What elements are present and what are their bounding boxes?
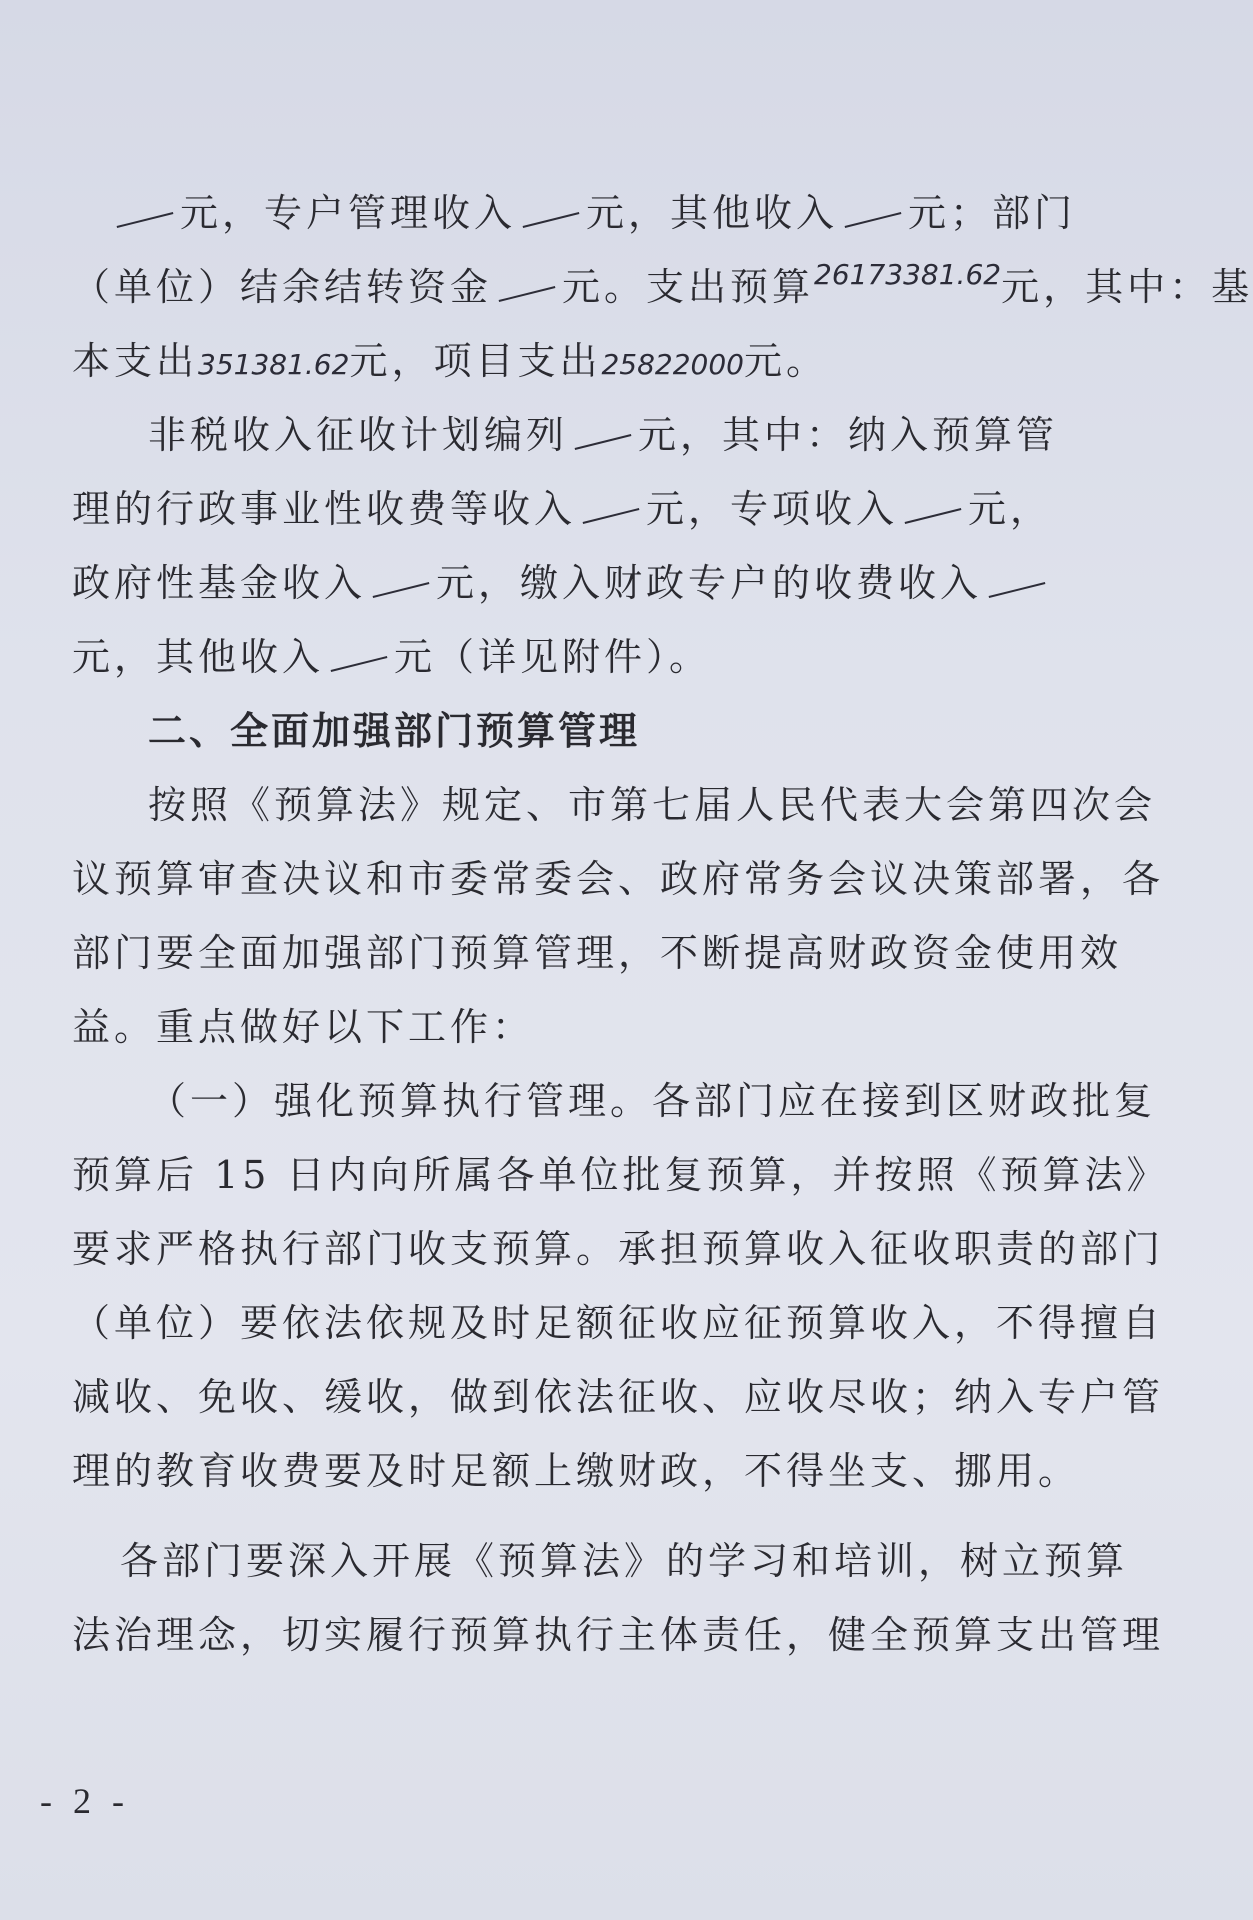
text-line-17 xyxy=(72,1372,1164,1422)
text-segment: 预算后 15 日内向所属各单位批复预算，并按照《预算法》 xyxy=(72,1153,1169,1197)
text-segment: 政府性基金收入 xyxy=(72,561,367,605)
text-segment: 议预算审查决议和市委常委会、政府常务会议决策部署，各 xyxy=(72,857,1165,901)
handwritten-dash xyxy=(568,419,638,459)
section-heading xyxy=(148,706,640,756)
text-segment: 元。支出预算 xyxy=(562,265,815,309)
text-line-7 xyxy=(72,632,711,682)
text-line-11 xyxy=(72,928,1122,978)
text-line-3 xyxy=(72,336,828,390)
text-line-1 xyxy=(110,188,1076,238)
handwritten-dash xyxy=(110,197,180,237)
text-line-9 xyxy=(148,780,1156,830)
handwritten-amount: 351381.62 xyxy=(198,348,350,381)
text-segment: 元。 xyxy=(743,339,828,383)
text-segment: 二、全面加强部门预算管理 xyxy=(148,709,641,753)
text-line-20 xyxy=(72,1610,1164,1660)
text-segment: 元，其中：基 xyxy=(1001,265,1253,309)
text-segment: 要求严格执行部门收支预算。承担预算收入征收职责的部门 xyxy=(72,1227,1165,1271)
text-line-18 xyxy=(72,1446,1080,1496)
text-line-6 xyxy=(72,558,1052,608)
handwritten-amount: 25822000 xyxy=(601,348,744,381)
handwritten-amount: 26173381.62 xyxy=(814,258,1002,291)
text-line-5 xyxy=(72,484,1052,534)
text-line-15 xyxy=(72,1224,1164,1274)
text-segment: 本支出 xyxy=(72,339,199,383)
text-segment: 元， xyxy=(968,487,1053,531)
handwritten-dash xyxy=(492,271,562,311)
text-segment: （一）强化预算执行管理。各部门应在接到区财政批复 xyxy=(148,1079,1157,1123)
text-segment: 元；部门 xyxy=(908,191,1077,235)
text-segment: 各部门要深入开展《预算法》的学习和培训，树立预算 xyxy=(120,1539,1129,1583)
text-segment: （单位）结余结转资金 xyxy=(72,265,493,309)
text-segment: 元，缴入财政专户的收费收入 xyxy=(436,561,983,605)
text-segment: 部门要全面加强部门预算管理，不断提高财政资金使用效 xyxy=(72,931,1123,975)
text-segment: 元（详见附件）。 xyxy=(394,635,712,679)
handwritten-dash xyxy=(516,197,586,237)
text-segment: （单位）要依法依规及时足额征收应征预算收入，不得擅自 xyxy=(72,1301,1165,1345)
text-line-4 xyxy=(148,410,1058,460)
handwritten-dash xyxy=(324,641,394,681)
text-segment: 元，其他收入 xyxy=(72,635,325,679)
handwritten-dash xyxy=(576,493,646,533)
handwritten-dash xyxy=(366,567,436,607)
text-segment: 法治理念，切实履行预算执行主体责任，健全预算支出管理 xyxy=(72,1613,1165,1657)
text-segment: 减收、免收、缓收，做到依法征收、应收尽收；纳入专户管 xyxy=(72,1375,1165,1419)
text-segment: 元，专户管理收入 xyxy=(180,191,517,235)
text-segment: 元，专项收入 xyxy=(646,487,899,531)
page-number: - 2 - xyxy=(40,1781,130,1821)
text-segment: 元，其中：纳入预算管 xyxy=(638,413,1059,457)
text-line-12 xyxy=(72,1002,534,1052)
text-line-2 xyxy=(72,258,1253,316)
handwritten-dash xyxy=(838,197,908,237)
text-segment: 非税收入征收计划编列 xyxy=(148,413,569,457)
text-segment: 益。重点做好以下工作： xyxy=(72,1005,535,1049)
text-segment: 元，其他收入 xyxy=(586,191,839,235)
text-line-14 xyxy=(72,1150,1169,1200)
text-segment: 理的教育收费要及时足额上缴财政，不得坐支、挪用。 xyxy=(72,1449,1081,1493)
handwritten-dash xyxy=(982,567,1052,607)
text-line-13 xyxy=(148,1076,1156,1126)
text-segment: 理的行政事业性收费等收入 xyxy=(72,487,577,531)
text-segment: 按照《预算法》规定、市第七届人民代表大会第四次会 xyxy=(148,783,1157,827)
text-line-10 xyxy=(72,854,1164,904)
text-segment: 元，项目支出 xyxy=(349,339,602,383)
text-line-16 xyxy=(72,1298,1164,1348)
text-line-19 xyxy=(120,1536,1128,1586)
handwritten-dash xyxy=(898,493,968,533)
